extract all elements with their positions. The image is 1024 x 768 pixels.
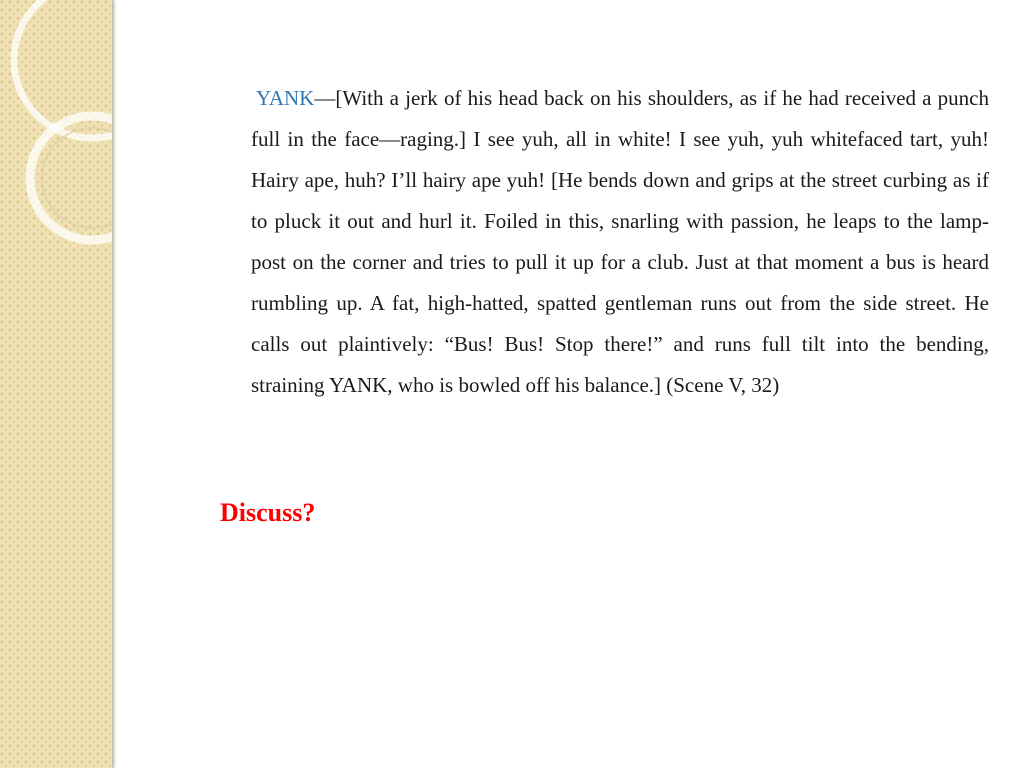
speaker-name: YANK [256, 86, 315, 110]
decorative-rings-icon [0, 0, 112, 768]
decorative-side-band [0, 0, 112, 768]
side-band-shadow [112, 0, 115, 768]
quoted-passage [251, 78, 989, 406]
passage-text: —[With a jerk of his head back on his shoulders, as if he had received a punch full in the face—raging.] I see yuh, all in white! I see yuh, yuh whitefaced tart, yuh! Hairy ape, huh? I’ll hairy ape yuh! [He bends down and grips at the street curbing as if to pluck it out and hurl it. Foiled in this, snarling with passion, he leaps to the lamp-post on the corner and tries to pull it up for a club. Just at that moment a bus is heard rumbling up. A fat, high-hatted, spatted gentleman runs out from the side street. He calls out plaintively: “Bus! Bus! Stop there!” and runs full tilt into the bending, straining YANK, who is bowled off his balance.] (Scene V, 32) [251, 86, 989, 397]
discussion-prompt: Discuss? [220, 498, 316, 527]
